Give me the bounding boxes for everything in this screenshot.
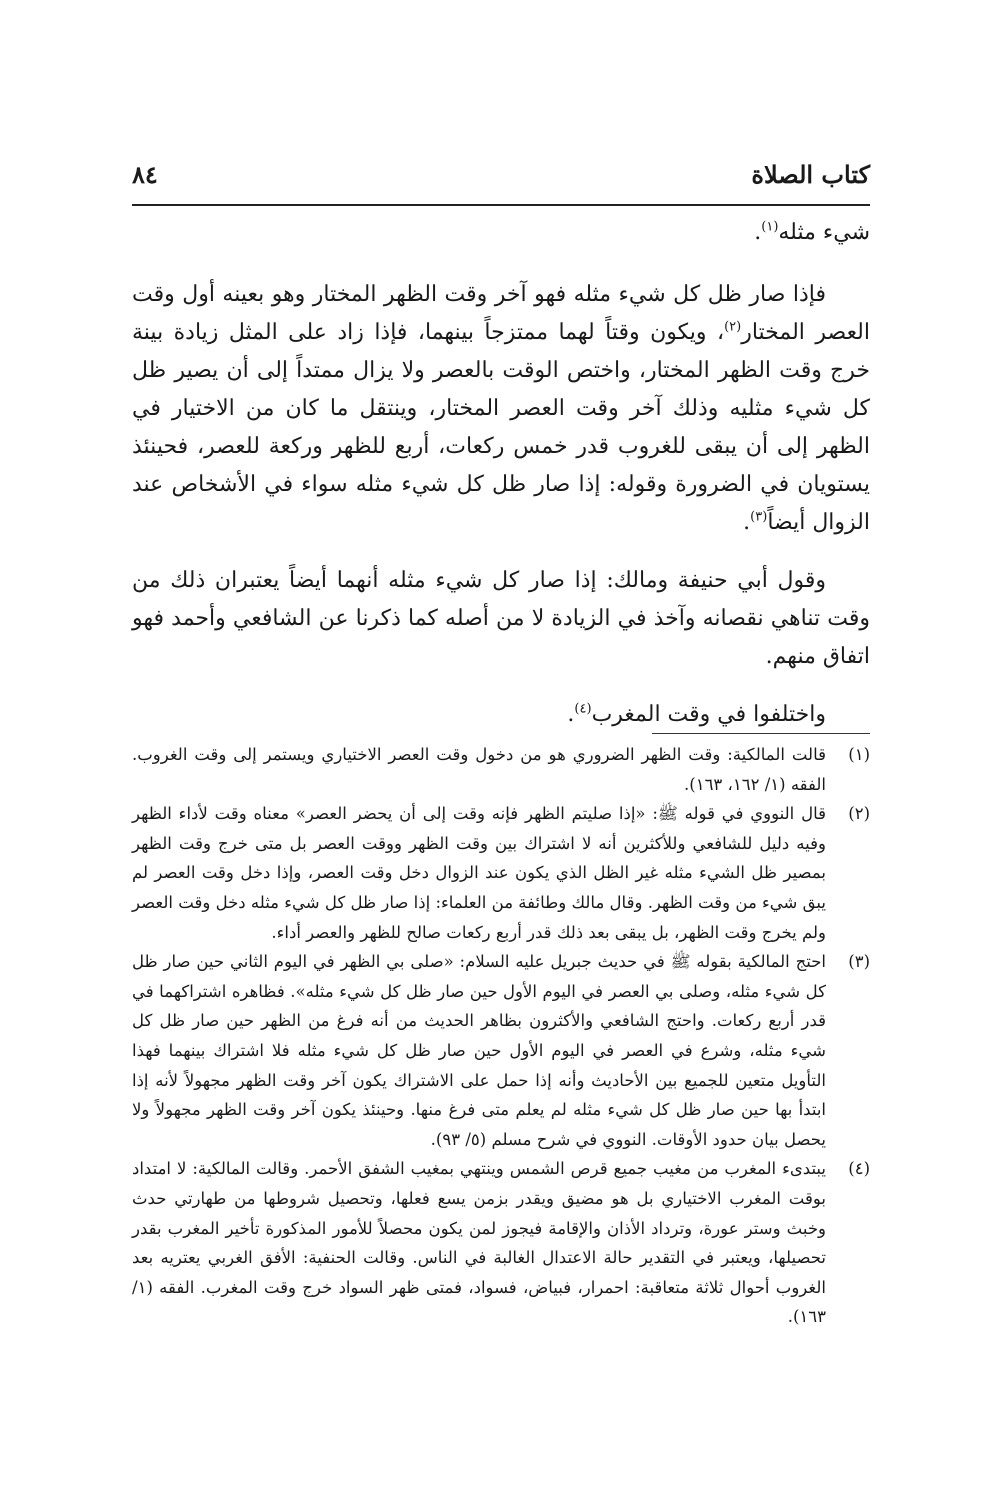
footnote-2 <box>132 799 870 947</box>
footnote-ref-2: (٢) <box>724 319 742 335</box>
footnote-ref-3: (٣) <box>750 509 768 525</box>
footnote-4 <box>132 1154 870 1332</box>
footnote-1 <box>132 740 870 799</box>
footnote-number: (٤) <box>848 1159 870 1179</box>
footnote-number: (٣) <box>848 952 870 972</box>
footnote-text: يبتدىء المغرب من مغيب جميع قرص الشمس وينتهي بمغيب الشفق الأحمر. وقالت المالكية: لا امتداد بوقت المغرب الاختياري بل هو مضيق ويقدر بزمن يسع فعلها، وتحصيل شروطها من طهارتي حدث وخبث وستر عورة، وترداد الأذان والإقامة فيجوز لمن يكون محصلاً للأمور المذكورة تأخير المغرب بقدر تحصيلها، ويعتبر في التقدير حالة الاعتدال الغالبة في الناس. وقالت الحنفية: الأفق الغربي يعتريه بعد الغروب أحوال ثلاثة متعاقبة: احمرار، فبياض، فسواد، فمتى ظهر السواد خرج وقت المغرب. الفقه (١/ ١٦٣). <box>132 1159 826 1327</box>
main-text <box>132 214 870 754</box>
page-number: ٨٤ <box>132 160 158 189</box>
paragraph-3: وقول أبي حنيفة ومالك: إذا صار كل شيء مثله أنهما أيضاً يعتبران ذلك من وقت تناهي نقصانه وآخذ في الزيادة لا من أصله كما ذكرنا عن الشافعي وأحمد فهو اتفاق منهم. <box>132 568 870 669</box>
footnote-ref-1: (١) <box>761 219 779 235</box>
footnote-text: احتج المالكية بقوله ﷺ في حديث جبريل عليه السلام: «صلى بي الظهر في اليوم الثاني حين صار ظل كل شيء مثله، وصلى بي العصر في اليوم الأول حين صار ظل كل شيء مثله». فظاهره اشتراكهما في قدر أربع ركعات. واحتج الشافعي والأكثرون بظاهر الحديث من أنه فرغ من الظهر حين صار ظل كل شيء مثله، وشرع في العصر في اليوم الأول حين صار ظل كل شيء مثله فلا اشتراك بينهما فهذا التأويل متعين للجميع بين الأحاديث وأنه إذا حمل على الاشتراك يكون آخر وقت الظهر مجهولاً لأنه إذا ابتدأ بها حين صار ظل كل شيء مثله لم يعلم متى فرغ منها. وحينئذ يكون آخر وقت الظهر مجهولاً ولا يحصل بيان حدود الأوقات. النووي في شرح مسلم (٥/ ٩٣). <box>132 952 826 1149</box>
footnote-3 <box>132 947 870 1154</box>
header-rule <box>132 204 870 206</box>
footnote-ref-4: (٤) <box>574 701 592 717</box>
paragraph-4: واختلفوا في وقت المغرب$^{(٤)}$. <box>567 701 826 727</box>
footnote-text: قال النووي في قوله ﷺ: «إذا صليتم الظهر فإنه وقت إلى أن يحضر العصر» معناه وقت لأداء الظهر وفيه دليل للشافعي وللأكثرين أنه لا اشتراك بين وقت الظهر ووقت العصر بل متى خرج وقت الظهر بمصير ظل الشيء مثله غير الظل الذي يكون عند الزوال دخل وقت العصر، وإذا دخل وقت العصر لم يبق شيء من وقت الظهر. وقال مالك وطائفة من العلماء: إذا صار ظل كل شيء مثله دخل وقت العصر ولم يخرج وقت الظهر، بل يبقى بعد ذلك قدر أربع ركعات صالح للظهر والعصر أداء. <box>132 804 826 942</box>
footnote-number: (٢) <box>848 804 870 824</box>
footnote-text: قالت المالكية: وقت الظهر الضروري هو من دخول وقت العصر الاختياري ويستمر إلى وقت الغروب. الفقه (١/ ١٦٢، ١٦٣). <box>132 745 826 794</box>
paragraph-2: فإذا صار ظل كل شيء مثله فهو آخر وقت الظهر المختار وهو بعينه أول وقت العصر المختار$^{(٢)}$، ويكون وقتاً لهما ممتزجاً بينهما، فإذا زاد على المثل زيادة بينة خرج وقت الظهر المختار، واختص الوقت بالعصر ولا يزال ممتداً إلى أن يصير ظل كل شيء مثليه وذلك آخر وقت العصر المختار، وينتقل ما كان من الاختيار في الظهر إلى أن يبقى للغروب قدر خمس ركعات، أربع للظهر وركعة للعصر، فحينئذ يستويان في الضرورة وقوله: إذا صار ظل كل شيء مثله سواء في الأشخاص عند الزوال أيضاً$^{(٣)}$. <box>132 282 870 535</box>
chapter-title: كتاب الصلاة <box>751 160 870 189</box>
paragraph-1: شيء مثله$^{(١)}$. <box>754 219 870 245</box>
footnote-number: (١) <box>848 745 870 764</box>
running-header <box>132 160 870 200</box>
footnotes <box>132 740 870 1332</box>
footnote-separator <box>652 733 870 734</box>
